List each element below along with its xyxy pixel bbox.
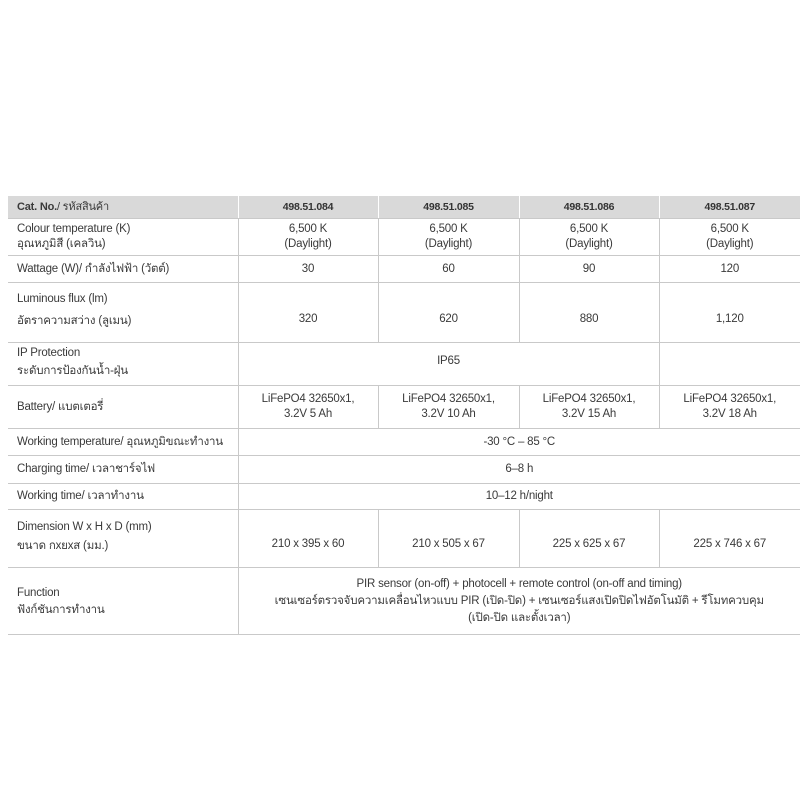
luminous-flux-row: [8, 283, 800, 343]
row-label: Wattage (W)/ กำลังไฟฟ้า (วัตต์): [8, 256, 238, 283]
table-cell: 225 x 746 x 67: [659, 510, 800, 568]
row-label: Luminous flux (lm) อัตราความสว่าง (ลูเมน): [8, 283, 238, 343]
table-cell: PIR sensor (on-off) + photocell + remote control (on-off and timing) เซนเซอร์ตรวจจับความเคลื่อนไหวแบบ PIR (เปิด-ปิด) + เซนเซอร์แสงเปิดปิดไฟอัตโนมัติ + รีโมทควบคุม (เปิด-ปิด และตั้งเวลา): [238, 568, 800, 635]
row-label: Working temperature/ อุณหภูมิขณะทำงาน: [8, 429, 238, 456]
table-cell: LiFePO4 32650x1, 3.2V 5 Ah: [238, 386, 378, 429]
row-label: Working time/ เวลาทำงาน: [8, 484, 238, 510]
colour-temperature-row: [8, 219, 800, 256]
model-header: 498.51.084: [238, 196, 378, 219]
row-label: Dimension W x H x D (mm) ขนาด กxยxส (มม.): [8, 510, 238, 568]
row-label: Charging time/ เวลาชาร์จไฟ: [8, 456, 238, 484]
cat-no-header: Cat. No./ รหัสสินค้า: [8, 196, 238, 219]
wattage-row: [8, 256, 800, 283]
table-cell: 620: [378, 283, 519, 343]
charging-time-row: [8, 456, 800, 484]
function-row: [8, 568, 800, 635]
row-label: IP Protection ระดับการป้องกันน้ำ-ฝุ่น: [8, 343, 238, 386]
table-cell: LiFePO4 32650x1, 3.2V 15 Ah: [519, 386, 659, 429]
empty-cell: [659, 343, 800, 386]
table-cell: 6–8 h: [238, 456, 800, 484]
table-cell: 880: [519, 283, 659, 343]
table-cell: 10–12 h/night: [238, 484, 800, 510]
table-cell: 60: [378, 256, 519, 283]
header-row: [8, 196, 800, 219]
table-cell: LiFePO4 32650x1, 3.2V 10 Ah: [378, 386, 519, 429]
table-cell: 30: [238, 256, 378, 283]
table-cell: 320: [238, 283, 378, 343]
table-cell: 1,120: [659, 283, 800, 343]
spec-table: [8, 196, 800, 635]
model-header: 498.51.085: [378, 196, 519, 219]
battery-row: [8, 386, 800, 429]
table-cell: IP65: [238, 343, 659, 386]
dimension-row: [8, 510, 800, 568]
working-temperature-row: [8, 429, 800, 456]
table-cell: LiFePO4 32650x1, 3.2V 18 Ah: [659, 386, 800, 429]
table-cell: 225 x 625 x 67: [519, 510, 659, 568]
model-header: 498.51.086: [519, 196, 659, 219]
table-cell: 90: [519, 256, 659, 283]
model-header: 498.51.087: [659, 196, 800, 219]
table-cell: 210 x 505 x 67: [378, 510, 519, 568]
ip-protection-row: [8, 343, 800, 386]
row-label: Function ฟังก์ชันการทำงาน: [8, 568, 238, 635]
table-cell: 120: [659, 256, 800, 283]
table-cell: 6,500 K (Daylight): [238, 219, 378, 256]
working-time-row: [8, 484, 800, 510]
table-cell: 6,500 K (Daylight): [378, 219, 519, 256]
table-cell: 6,500 K (Daylight): [519, 219, 659, 256]
row-label: Colour temperature (K) อุณหภูมิสี (เคลวิน): [8, 219, 238, 256]
row-label: Battery/ แบตเตอรี่: [8, 386, 238, 429]
table-cell: -30 °C – 85 °C: [238, 429, 800, 456]
table-cell: 6,500 K (Daylight): [659, 219, 800, 256]
table-cell: 210 x 395 x 60: [238, 510, 378, 568]
